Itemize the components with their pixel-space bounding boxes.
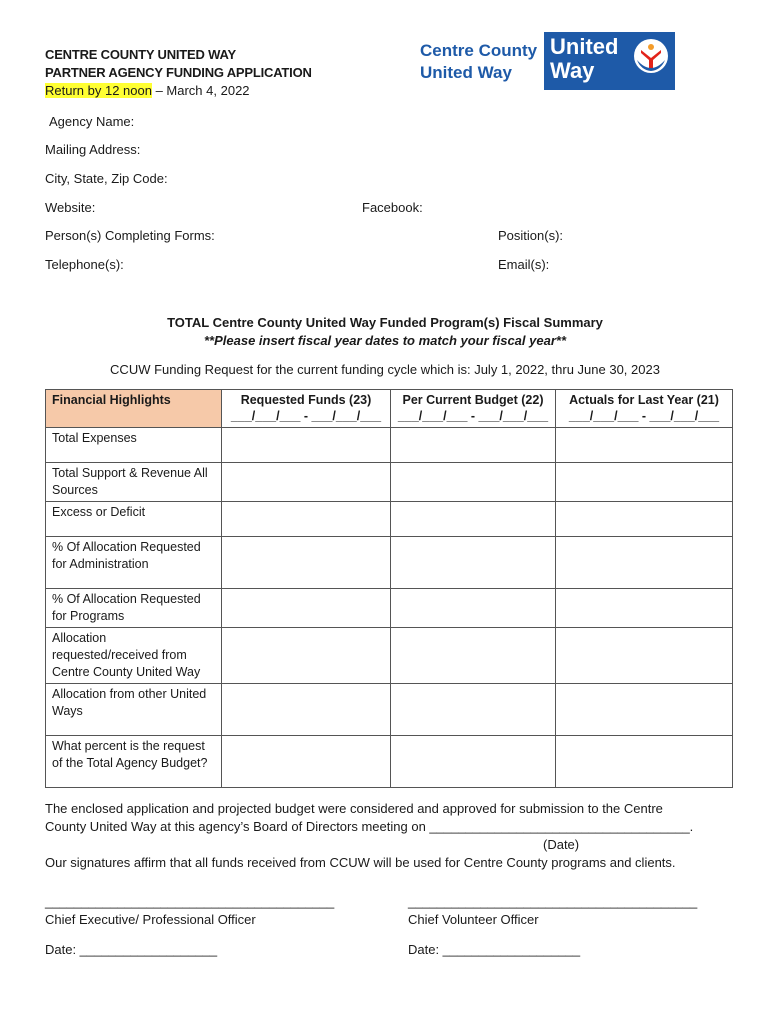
requested-cell[interactable] — [222, 502, 391, 537]
requested-cell[interactable] — [222, 537, 391, 589]
requested-cell[interactable] — [222, 463, 391, 502]
logo-box-line2: Way — [550, 58, 595, 83]
date-field-left[interactable]: Date: ___________________ — [45, 942, 218, 957]
row-label: Total Support & Revenue All Sources — [46, 463, 222, 502]
logo-text-line2: United Way — [420, 63, 512, 82]
affirmation-statement: Our signatures affirm that all funds received from CCUW will be used for Centre County programs and clients. — [45, 855, 676, 870]
date-field-right[interactable]: Date: ___________________ — [408, 942, 581, 957]
form-title: PARTNER AGENCY FUNDING APPLICATION — [45, 65, 312, 80]
summary-title: TOTAL Centre County United Way Funded Program(s) Fiscal Summary — [167, 315, 603, 330]
table-row — [46, 428, 733, 463]
budget-cell[interactable] — [391, 502, 556, 537]
budget-cell[interactable] — [391, 684, 556, 736]
chief-executive-title: Chief Executive/ Professional Officer — [45, 912, 256, 927]
deadline-date: – March 4, 2022 — [151, 83, 250, 98]
summary-subtitle: **Please insert fiscal year dates to match your fiscal year** — [203, 333, 567, 348]
telephones-label: Telephone(s): — [45, 257, 124, 272]
approval-line2: County United Way at this agency’s Board of Directors meeting on ____________________________________. — [45, 819, 694, 834]
logo-box-line1: United — [550, 34, 619, 59]
table-row — [46, 502, 733, 537]
actuals-cell[interactable] — [556, 628, 733, 684]
table-row — [46, 537, 733, 589]
logo-box — [544, 32, 675, 90]
emails-label: Email(s): — [498, 257, 550, 272]
positions-label: Position(s): — [498, 228, 564, 243]
requested-cell[interactable] — [222, 628, 391, 684]
actuals-cell[interactable] — [556, 537, 733, 589]
document-header — [45, 46, 312, 100]
header-financial-highlights: Financial Highlights — [46, 390, 222, 428]
approval-line1: The enclosed application and projected budget were considered and approved for submission to the Centre — [45, 801, 663, 816]
requested-cell[interactable] — [222, 684, 391, 736]
header-requested-funds: Requested Funds (23) ___/___/___ - ___/___/___ — [222, 390, 391, 428]
persons-completing-label: Person(s) Completing Forms: — [45, 228, 215, 243]
row-label: What percent is the request of the Total Agency Budget? — [46, 736, 222, 788]
table-row — [46, 736, 733, 788]
actuals-cell[interactable] — [556, 684, 733, 736]
table-row — [46, 628, 733, 684]
table-row — [46, 684, 733, 736]
actuals-cell[interactable] — [556, 502, 733, 537]
mailing-address-label: Mailing Address: — [45, 142, 141, 157]
table-row — [46, 589, 733, 628]
logo-text — [420, 40, 538, 84]
table-header-row — [46, 390, 733, 428]
logo-text-line1: Centre County — [420, 41, 538, 60]
row-label: Allocation from other United Ways — [46, 684, 222, 736]
signature-line-right[interactable]: ________________________________________ — [408, 894, 698, 909]
agency-name-label: Agency Name: — [49, 114, 135, 129]
row-label: % Of Allocation Requested for Programs — [46, 589, 222, 628]
row-label: Total Expenses — [46, 428, 222, 463]
budget-cell[interactable] — [391, 463, 556, 502]
chief-volunteer-title: Chief Volunteer Officer — [408, 912, 539, 927]
deadline-line — [45, 82, 312, 100]
requested-cell[interactable] — [222, 589, 391, 628]
requested-cell[interactable] — [222, 428, 391, 463]
united-way-logo — [420, 32, 676, 90]
row-label: Allocation requested/received from Centre County United Way — [46, 628, 222, 684]
budget-cell[interactable] — [391, 537, 556, 589]
actuals-cell[interactable] — [556, 428, 733, 463]
budget-cell[interactable] — [391, 736, 556, 788]
table-row — [46, 463, 733, 502]
actuals-cell[interactable] — [556, 589, 733, 628]
actuals-cell[interactable] — [556, 736, 733, 788]
row-label: % Of Allocation Requested for Administration — [46, 537, 222, 589]
budget-cell[interactable] — [391, 428, 556, 463]
facebook-label: Facebook: — [362, 200, 423, 215]
header-actuals-last-year: Actuals for Last Year (21) ___/___/___ - ___/___/___ — [556, 390, 733, 428]
signature-line-left[interactable]: ________________________________________ — [45, 894, 335, 909]
actuals-cell[interactable] — [556, 463, 733, 502]
requested-cell[interactable] — [222, 736, 391, 788]
funding-cycle-note: CCUW Funding Request for the current funding cycle which is: July 1, 2022, thru June 30, 2023 — [110, 362, 660, 377]
org-name: CENTRE COUNTY UNITED WAY — [45, 47, 236, 62]
budget-cell[interactable] — [391, 589, 556, 628]
approval-statement — [45, 800, 693, 872]
united-way-emblem-icon — [631, 36, 671, 84]
city-state-zip-label: City, State, Zip Code: — [45, 171, 168, 186]
fiscal-summary-table — [45, 389, 733, 788]
budget-cell[interactable] — [391, 628, 556, 684]
website-label: Website: — [45, 200, 96, 215]
meeting-date-label: (Date) — [543, 837, 580, 852]
logo-box-text — [550, 35, 618, 83]
deadline-highlight: Return by 12 noon — [45, 83, 152, 98]
header-current-budget: Per Current Budget (22) ___/___/___ - ___/___/___ — [391, 390, 556, 428]
row-label: Excess or Deficit — [46, 502, 222, 537]
